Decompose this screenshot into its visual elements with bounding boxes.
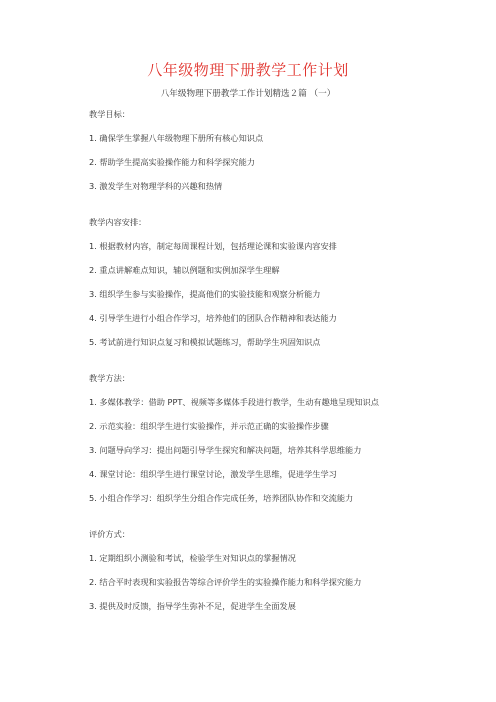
document-subtitle: 八年级物理下册教学工作计划精选２篇 （一）	[160, 89, 336, 99]
section-heading-goals: 教学目标：	[89, 109, 130, 119]
list-item: 1. 根据教材内容，制定每周课程计划，包括理论课和实验课内容安排	[89, 241, 337, 251]
list-item: 5. 考试前进行知识点复习和模拟试题练习，帮助学生巩固知识点	[89, 337, 321, 347]
list-item: 2. 重点讲解难点知识，辅以例题和实例加深学生理解	[89, 265, 280, 275]
section-heading-content: 教学内容安排：	[89, 217, 147, 227]
list-item: 1. 多媒体教学：借助 PPT、视频等多媒体手段进行教学，生动有趣地呈现知识点	[89, 397, 379, 407]
document-title: 八年级物理下册教学工作计划	[147, 61, 349, 79]
list-item: 2. 示范实验：组织学生进行实验操作，并示范正确的实验操作步骤	[89, 421, 329, 431]
list-item: 3. 组织学生参与实验操作，提高他们的实验技能和观察分析能力	[89, 289, 321, 299]
list-item: 4. 课堂讨论：组织学生进行课堂讨论，激发学生思维，促进学生学习	[89, 469, 337, 479]
list-item: 4. 引导学生进行小组合作学习，培养他们的团队合作精神和表达能力	[89, 313, 337, 323]
list-item: 2. 结合平时表现和实验报告等综合评价学生的实验操作能力和科学探究能力	[89, 577, 362, 587]
section-heading-evaluation: 评价方式：	[89, 529, 130, 539]
section-heading-methods: 教学方法：	[89, 373, 130, 383]
list-item: 3. 提供及时反馈，指导学生弥补不足，促进学生全面发展	[89, 601, 296, 611]
list-item: 2. 帮助学生提高实验操作能力和科学探究能力	[89, 157, 255, 167]
list-item: 3. 激发学生对物理学科的兴趣和热情	[89, 181, 223, 191]
list-item: 1. 确保学生掌握八年级物理下册所有核心知识点	[89, 133, 264, 143]
list-item: 3. 问题导向学习：提出问题引导学生探究和解决问题，培养其科学思维能力	[89, 445, 362, 455]
list-item: 1. 定期组织小测验和考试，检验学生对知识点的掌握情况	[89, 553, 296, 563]
list-item: 5. 小组合作学习：组织学生分组合作完成任务，培养团队协作和交流能力	[89, 493, 354, 503]
